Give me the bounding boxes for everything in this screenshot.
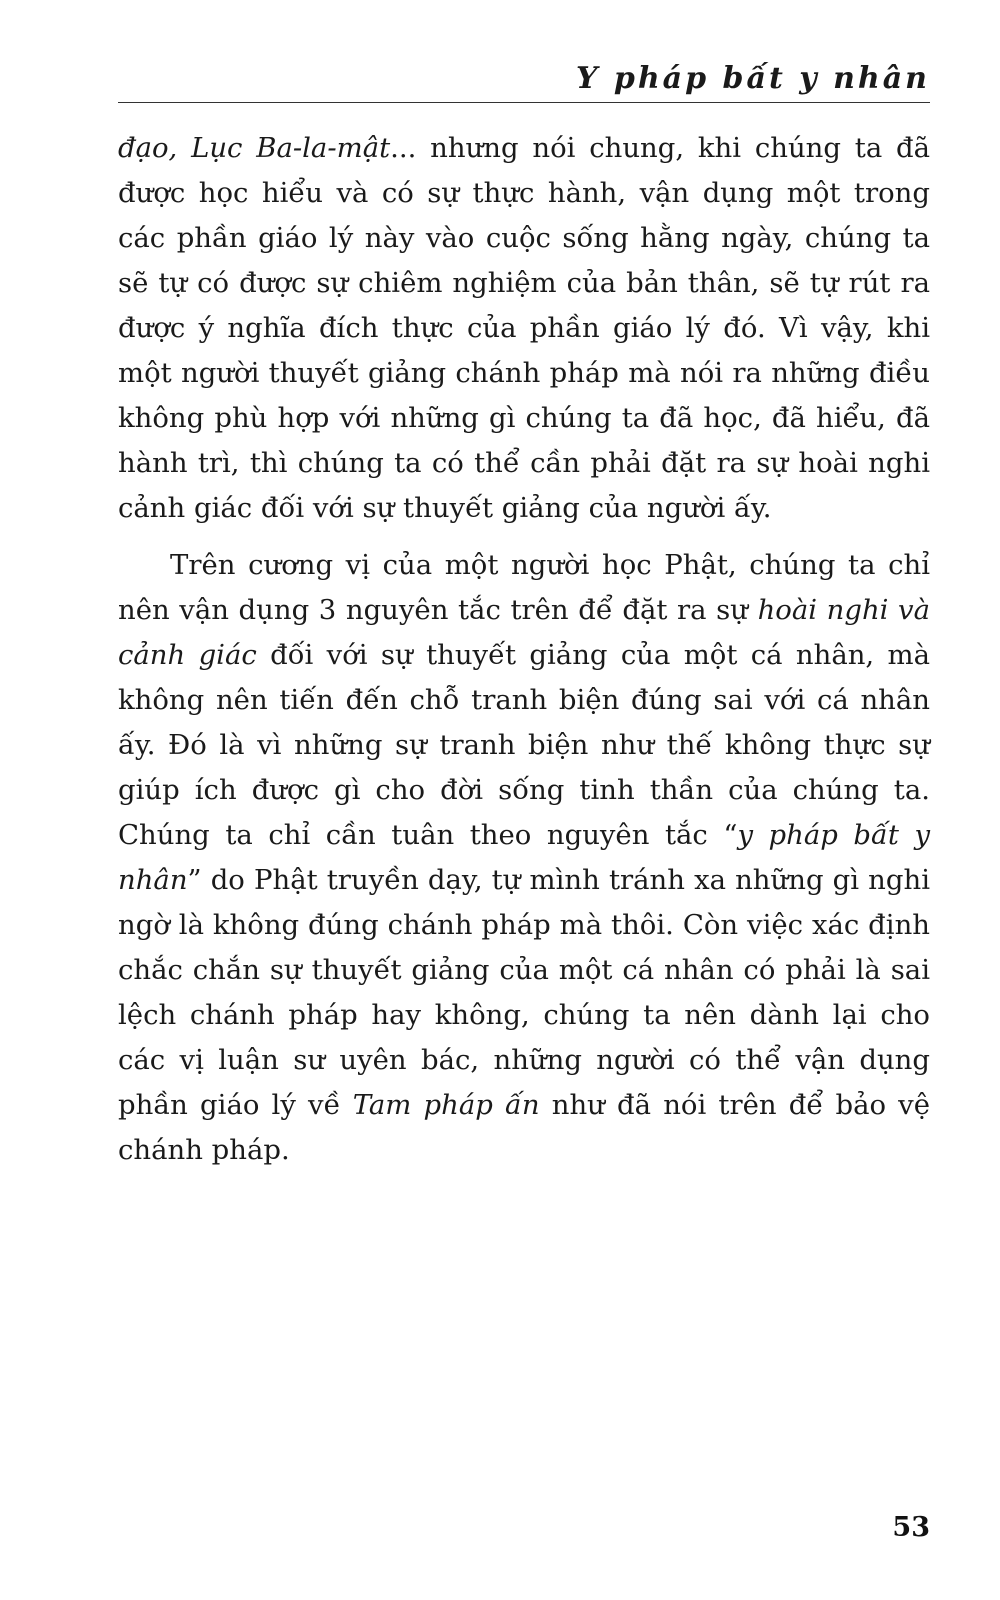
text-segment: hoài nghi và cảnh giác — [118, 594, 930, 671]
text-segment: đối với sự thuyết giảng của một cá nhân, mà không nên tiến đến chỗ tranh biện đúng sai với cá nhân ấy. Đó là vì những sự tranh biện như thế không thực sự giúp ích được gì cho đời sống tinh thần của chúng ta. Chúng ta chỉ cần tuân theo nguyên tắc “ — [118, 639, 930, 851]
text-segment: y pháp bất y nhân — [118, 819, 930, 896]
running-head — [118, 52, 930, 103]
text-segment: như đã nói trên để bảo vệ chánh pháp. — [118, 1089, 930, 1166]
running-head-title: Y pháp bất y nhân — [576, 61, 930, 96]
body-text — [118, 126, 930, 1173]
paragraph-2 — [118, 543, 930, 1173]
text-segment: Trên cương vị của một người học Phật, chúng ta chỉ nên vận dụng 3 nguyên tắc trên để đặt ra sự — [118, 549, 930, 626]
text-segment: đạo, Lục Ba-la-mật — [118, 132, 391, 164]
text-segment: ” do Phật truyền dạy, tự mình tránh xa những gì nghi ngờ là không đúng chánh pháp mà thôi. Còn việc xác định chắc chắn sự thuyết giảng của một cá nhân có phải là sai lệch chánh pháp hay không, chúng ta nên dành lại cho các vị luận sư uyên bác, những người có thể vận dụng phần giáo lý về — [118, 864, 930, 1121]
text-segment: ... nhưng nói chung, khi chúng ta đã được học hiểu và có sự thực hành, vận dụng một trong các phần giáo lý này vào cuộc sống hằng ngày, chúng ta sẽ tự có được sự chiêm nghiệm của bản thân, sẽ tự rút ra được ý nghĩa đích thực của phần giáo lý đó. Vì vậy, khi một người thuyết giảng chánh pháp mà nói ra những điều không phù hợp với những gì chúng ta đã học, đã hiểu, đã hành trì, thì chúng ta có thể cần phải đặt ra sự hoài nghi cảnh giác đối với sự thuyết giảng của người ấy. — [118, 132, 930, 524]
text-segment: Tam pháp ấn — [352, 1089, 540, 1121]
page-number: 53 — [892, 1512, 930, 1543]
paragraph-1 — [118, 126, 930, 531]
